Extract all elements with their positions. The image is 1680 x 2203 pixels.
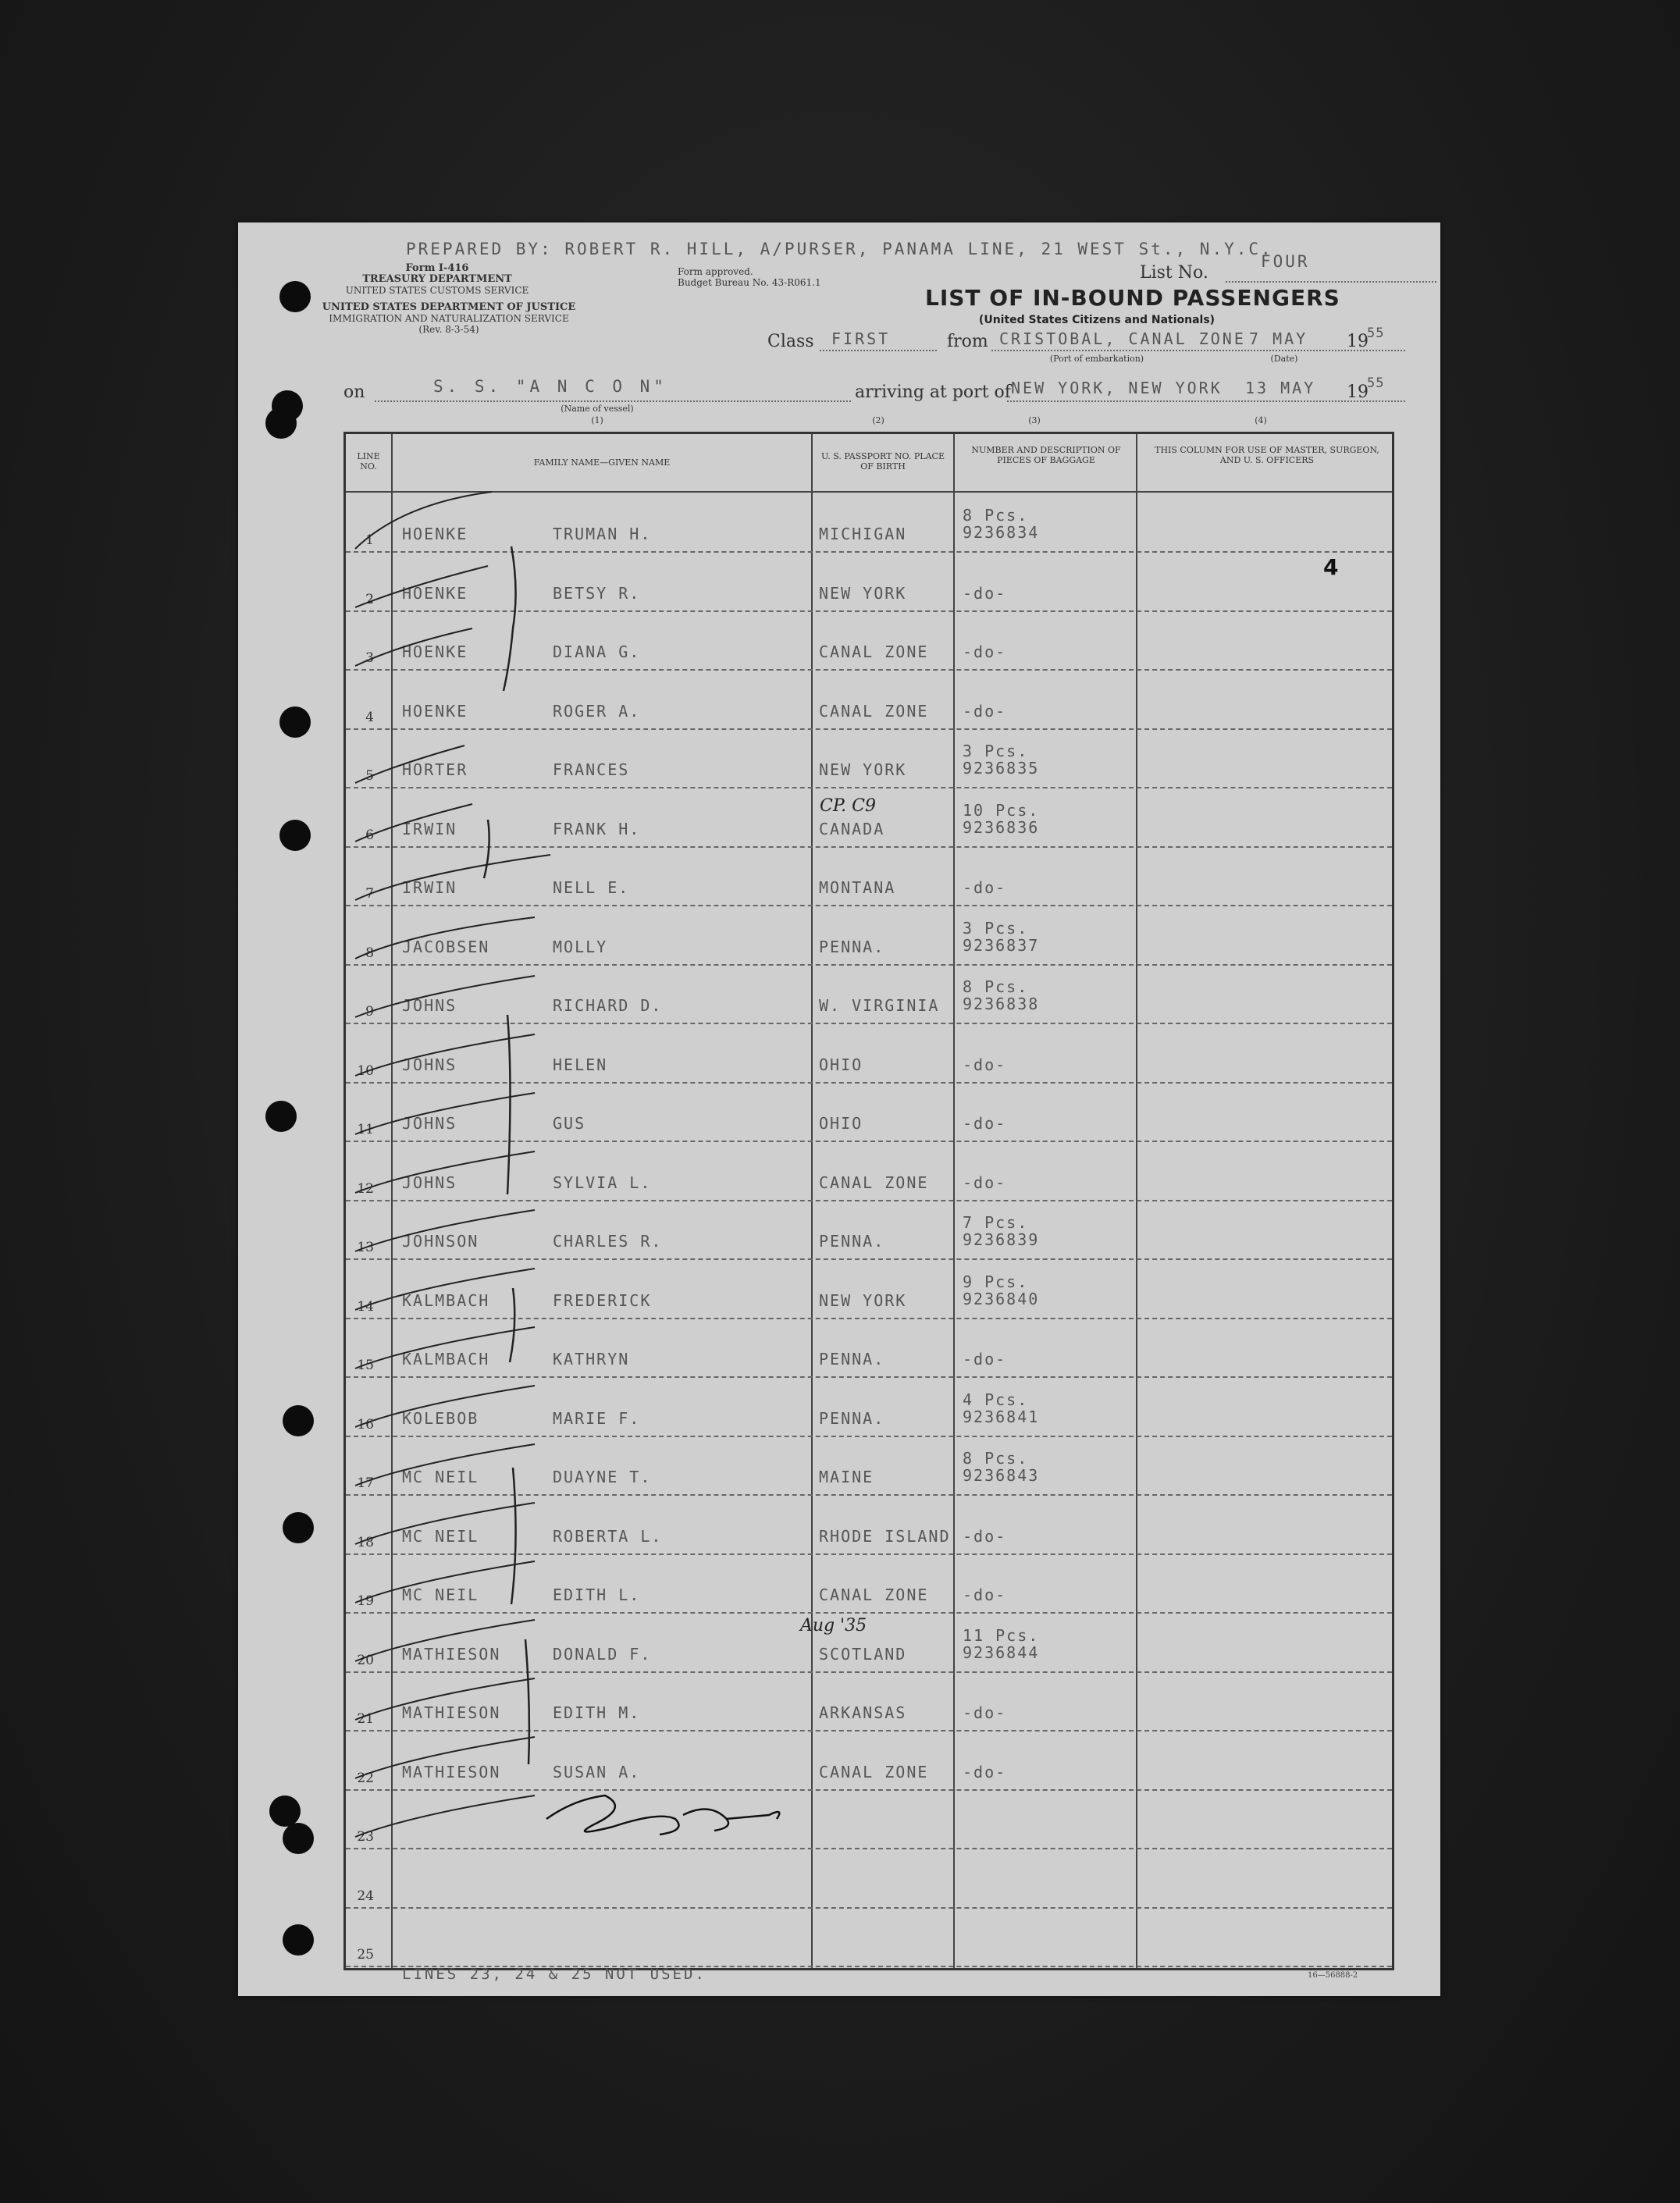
baggage-number: 9236839 bbox=[963, 1230, 1040, 1249]
header-line-no: LINE NO. bbox=[357, 451, 380, 472]
treasury-department: TREASURY DEPARTMENT bbox=[362, 273, 512, 285]
line-number: 14 bbox=[357, 1298, 374, 1315]
check-mark bbox=[355, 1093, 535, 1134]
place-of-birth: W. VIRGINIA bbox=[819, 996, 940, 1015]
arriving-label: arriving at port of bbox=[855, 383, 1011, 402]
place-of-birth: ARKANSAS bbox=[819, 1703, 907, 1722]
line-number: 25 bbox=[357, 1947, 374, 1963]
family-name: HOENKE bbox=[402, 525, 468, 543]
baggage-number: -do- bbox=[963, 583, 1007, 603]
check-mark bbox=[355, 566, 488, 607]
print-code: 16—56888-2 bbox=[1308, 1971, 1358, 1980]
line-number: 13 bbox=[357, 1240, 374, 1255]
baggage-pieces: 8 Pcs. bbox=[963, 1449, 1029, 1468]
given-name: MOLLY bbox=[553, 937, 608, 956]
given-name: KATHRYN bbox=[553, 1350, 630, 1368]
check-mark bbox=[355, 1269, 535, 1310]
family-name: JACOBSEN bbox=[402, 937, 490, 956]
prepared-by: PREPARED BY: ROBERT R. HILL, A/PURSER, PANAMA LINE, 21 WEST St., N.Y.C. bbox=[406, 240, 1273, 258]
check-mark bbox=[355, 1678, 535, 1720]
from-year-prefix: 19 bbox=[1347, 332, 1369, 351]
given-name: EDITH M. bbox=[553, 1703, 641, 1722]
given-name: ROBERTA L. bbox=[553, 1526, 663, 1546]
page-subtitle: (United States Citizens and Nationals) bbox=[978, 314, 1216, 326]
line-number: 19 bbox=[357, 1593, 374, 1609]
binder-hole bbox=[269, 1795, 301, 1827]
place-of-birth: CANAL ZONE bbox=[819, 1173, 929, 1192]
from-port: CRISTOBAL, CANAL ZONE bbox=[999, 329, 1246, 348]
check-mark bbox=[355, 1386, 535, 1427]
line-number: 16 bbox=[357, 1416, 374, 1432]
given-name: HELEN bbox=[553, 1055, 608, 1074]
baggage-number: -do- bbox=[963, 878, 1007, 897]
footer-unused-lines: LINES 23, 24 & 25 NOT USED. bbox=[402, 1966, 707, 1983]
line-number: 6 bbox=[365, 827, 374, 843]
given-name: GUS bbox=[553, 1114, 586, 1133]
baggage-pieces: 8 Pcs. bbox=[963, 506, 1029, 525]
baggage-pieces: 3 Pcs. bbox=[963, 742, 1029, 760]
family-name: HOENKE bbox=[402, 701, 468, 721]
check-mark bbox=[355, 628, 472, 666]
arrival-year-prefix: 19 bbox=[1347, 383, 1369, 402]
given-name: TRUMAN H. bbox=[553, 525, 652, 543]
place-of-birth: CANAL ZONE bbox=[819, 1586, 929, 1604]
line-number: 18 bbox=[357, 1534, 374, 1550]
line-number: 7 bbox=[365, 886, 374, 902]
place-of-birth: NEW YORK bbox=[819, 583, 907, 603]
bracket-irwin bbox=[484, 820, 489, 878]
date-caption: (Date) bbox=[1270, 354, 1298, 364]
header-name: FAMILY NAME—GIVEN NAME bbox=[533, 457, 671, 468]
given-name: BETSY R. bbox=[553, 583, 641, 603]
given-name: RICHARD D. bbox=[553, 996, 663, 1015]
line-number: 9 bbox=[365, 1004, 374, 1020]
family-name: KOLEBOB bbox=[402, 1408, 479, 1428]
check-mark bbox=[355, 1503, 535, 1544]
bracket-mcneil bbox=[511, 1468, 516, 1604]
check-mark bbox=[355, 855, 550, 900]
given-name: DIANA G. bbox=[553, 642, 641, 661]
ins: IMMIGRATION AND NATURALIZATION SERVICE bbox=[329, 313, 569, 324]
baggage-pieces: 8 Pcs. bbox=[963, 977, 1029, 996]
signature bbox=[546, 1795, 779, 1835]
baggage-number: -do- bbox=[963, 1114, 1007, 1133]
binder-hole bbox=[279, 281, 311, 312]
given-name: CHARLES R. bbox=[553, 1232, 663, 1251]
check-mark bbox=[355, 1620, 535, 1661]
from-date: 7 MAY bbox=[1249, 329, 1308, 348]
place-of-birth: PENNA. bbox=[819, 1408, 885, 1428]
port-caption: (Port of embarkation) bbox=[1049, 354, 1144, 364]
family-name: MATHIESON bbox=[402, 1644, 501, 1664]
given-name: NELL E. bbox=[553, 878, 630, 897]
baggage-number: 9236838 bbox=[963, 995, 1040, 1013]
baggage-number: -do- bbox=[963, 1586, 1007, 1604]
caption-3: (3) bbox=[1028, 415, 1041, 425]
line-number: 24 bbox=[357, 1888, 374, 1904]
place-of-birth: PENNA. bbox=[819, 937, 885, 956]
line-number: 1 bbox=[365, 532, 374, 548]
header-officers: THIS COLUMN FOR USE OF MASTER, SURGEON, AND U. S. OFFICERS bbox=[1155, 445, 1379, 465]
baggage-number: 9236840 bbox=[963, 1289, 1040, 1308]
officer-mark: 4 bbox=[1323, 554, 1339, 580]
family-name: KALMBACH bbox=[402, 1350, 490, 1368]
given-name: DUAYNE T. bbox=[553, 1468, 652, 1486]
handwritten-note-row6: CP. C9 bbox=[820, 796, 876, 816]
check-mark bbox=[355, 1795, 535, 1837]
line-number: 12 bbox=[357, 1180, 374, 1197]
given-name: SYLVIA L. bbox=[553, 1173, 652, 1192]
handwritten-note-row20: Aug '35 bbox=[800, 1616, 867, 1635]
arrival-year: 55 bbox=[1367, 375, 1385, 391]
customs-service: UNITED STATES CUSTOMS SERVICE bbox=[345, 285, 529, 296]
binder-hole bbox=[265, 1101, 297, 1132]
list-no-label: List No. bbox=[1140, 263, 1208, 283]
line-number: 17 bbox=[357, 1475, 374, 1491]
family-name: MC NEIL bbox=[402, 1586, 479, 1604]
baggage-number: -do- bbox=[963, 1055, 1007, 1074]
bracket-hoenke bbox=[504, 546, 516, 691]
baggage-number: -do- bbox=[963, 1173, 1007, 1192]
manifest-page bbox=[238, 222, 1440, 1996]
baggage-number: -do- bbox=[963, 1762, 1007, 1781]
given-name: FRANCES bbox=[553, 760, 630, 779]
check-mark bbox=[355, 1444, 535, 1486]
caption-4: (4) bbox=[1255, 415, 1267, 425]
baggage-number: 9236844 bbox=[963, 1642, 1040, 1662]
list-no-value: FOUR bbox=[1261, 252, 1310, 271]
check-mark bbox=[355, 746, 464, 783]
line-number: 4 bbox=[365, 709, 374, 725]
arrival-date: 13 MAY bbox=[1245, 379, 1316, 397]
baggage-number: 9236837 bbox=[963, 935, 1040, 955]
given-name: ROGER A. bbox=[553, 701, 641, 721]
place-of-birth: OHIO bbox=[819, 1055, 863, 1074]
line-number: 3 bbox=[365, 650, 374, 666]
from-label: from bbox=[947, 332, 988, 351]
binder-hole bbox=[283, 1512, 314, 1543]
check-mark bbox=[355, 1210, 535, 1251]
check-mark bbox=[355, 976, 535, 1017]
line-number: 20 bbox=[357, 1652, 374, 1668]
baggage-number: -do- bbox=[963, 642, 1007, 661]
baggage-number: 9236841 bbox=[963, 1407, 1040, 1426]
binder-hole bbox=[283, 1924, 314, 1956]
arrival-port: NEW YORK, NEW YORK bbox=[1011, 379, 1223, 397]
caption-1: (1) bbox=[591, 415, 603, 425]
doj: UNITED STATES DEPARTMENT OF JUSTICE bbox=[322, 301, 576, 313]
place-of-birth: CANAL ZONE bbox=[819, 701, 929, 721]
baggage-number: 9236835 bbox=[963, 759, 1040, 778]
family-name: JOHNS bbox=[402, 996, 457, 1015]
from-year: 55 bbox=[1367, 326, 1385, 341]
family-name: MC NEIL bbox=[402, 1468, 479, 1486]
family-name: MATHIESON bbox=[402, 1762, 501, 1781]
check-mark bbox=[355, 804, 472, 842]
caption-2: (2) bbox=[872, 415, 884, 425]
check-mark bbox=[355, 1034, 535, 1076]
baggage-pieces: 3 Pcs. bbox=[963, 918, 1029, 938]
baggage-pieces: 4 Pcs. bbox=[963, 1390, 1029, 1409]
line-number: 2 bbox=[365, 591, 374, 607]
family-name: IRWIN bbox=[402, 819, 457, 838]
place-of-birth: NEW YORK bbox=[819, 1290, 907, 1310]
form-approved: Form approved. bbox=[678, 266, 753, 277]
family-name: JOHNSON bbox=[402, 1232, 479, 1251]
line-number: 21 bbox=[357, 1711, 374, 1727]
family-name: JOHNS bbox=[402, 1114, 457, 1133]
class-label: Class bbox=[767, 332, 814, 351]
binder-hole bbox=[279, 820, 311, 851]
place-of-birth: SCOTLAND bbox=[819, 1644, 907, 1664]
place-of-birth: RHODE ISLAND bbox=[819, 1526, 951, 1546]
check-mark bbox=[355, 917, 535, 959]
place-of-birth: CANADA bbox=[819, 819, 885, 838]
header-baggage: NUMBER AND DESCRIPTION OF PIECES OF BAGGAGE bbox=[971, 445, 1121, 465]
line-number: 5 bbox=[365, 768, 374, 784]
family-name: HORTER bbox=[402, 760, 468, 779]
place-of-birth: MAINE bbox=[819, 1468, 874, 1486]
place-of-birth: CANAL ZONE bbox=[819, 642, 929, 661]
place-of-birth: OHIO bbox=[819, 1114, 863, 1133]
binder-hole bbox=[283, 1405, 314, 1436]
place-of-birth: PENNA. bbox=[819, 1350, 885, 1368]
baggage-number: 9236843 bbox=[963, 1466, 1040, 1485]
check-marks bbox=[355, 492, 550, 1837]
baggage-number: 9236834 bbox=[963, 523, 1040, 542]
check-mark bbox=[355, 492, 492, 549]
budget-bureau: Budget Bureau No. 43-R061.1 bbox=[678, 277, 821, 288]
baggage-number: -do- bbox=[963, 1526, 1007, 1546]
baggage-pieces: 10 Pcs. bbox=[963, 800, 1040, 820]
check-mark bbox=[355, 1327, 535, 1368]
given-name: SUSAN A. bbox=[553, 1762, 641, 1781]
line-number: 15 bbox=[357, 1358, 374, 1373]
bracket-mathieson bbox=[525, 1639, 529, 1764]
on-label: on bbox=[343, 383, 365, 402]
binder-hole bbox=[265, 408, 297, 439]
bracket-kalmbach bbox=[510, 1288, 514, 1362]
given-name: DONALD F. bbox=[553, 1644, 652, 1664]
vessel-caption: (Name of vessel) bbox=[561, 404, 634, 414]
bracket-johns bbox=[507, 1015, 511, 1194]
line-number: 10 bbox=[357, 1062, 374, 1079]
revision: (Rev. 8-3-54) bbox=[418, 324, 479, 335]
given-name: MARIE F. bbox=[553, 1408, 641, 1428]
pen-marks bbox=[238, 222, 1440, 1996]
check-mark bbox=[355, 1561, 535, 1603]
baggage-pieces: 7 Pcs. bbox=[963, 1213, 1029, 1232]
family-name: IRWIN bbox=[402, 878, 457, 897]
place-of-birth: NEW YORK bbox=[819, 760, 907, 779]
family-name: JOHNS bbox=[402, 1055, 457, 1074]
vessel-name: S. S. "A N C O N" bbox=[433, 377, 667, 396]
binder-hole bbox=[283, 1823, 314, 1854]
family-name: KALMBACH bbox=[402, 1290, 490, 1310]
family-name: HOENKE bbox=[402, 642, 468, 661]
place-of-birth: MICHIGAN bbox=[819, 525, 907, 543]
line-number: 22 bbox=[357, 1770, 374, 1786]
given-name: FRANK H. bbox=[553, 819, 641, 838]
family-name: MC NEIL bbox=[402, 1526, 479, 1546]
form-number: Form I-416 bbox=[405, 262, 469, 274]
place-of-birth: PENNA. bbox=[819, 1232, 885, 1251]
page-title: LIST OF IN-BOUND PASSENGERS bbox=[925, 285, 1340, 311]
family-name: HOENKE bbox=[402, 583, 468, 603]
given-name: FREDERICK bbox=[553, 1290, 652, 1310]
header-passport: U. S. PASSPORT NO. PLACE OF BIRTH bbox=[820, 451, 945, 472]
family-name: MATHIESON bbox=[402, 1703, 501, 1722]
check-mark bbox=[355, 1737, 535, 1778]
baggage-pieces: 11 Pcs. bbox=[963, 1625, 1040, 1645]
given-name: EDITH L. bbox=[553, 1586, 641, 1604]
baggage-number: 9236836 bbox=[963, 817, 1040, 837]
place-of-birth: MONTANA bbox=[819, 878, 896, 897]
family-name: JOHNS bbox=[402, 1173, 457, 1192]
baggage-number: -do- bbox=[963, 1703, 1007, 1722]
place-of-birth: CANAL ZONE bbox=[819, 1762, 929, 1781]
binder-hole bbox=[279, 706, 311, 738]
line-number: 23 bbox=[357, 1829, 374, 1845]
line-number: 8 bbox=[365, 945, 374, 961]
line-number: 11 bbox=[357, 1122, 374, 1137]
baggage-number: -do- bbox=[963, 701, 1007, 721]
baggage-number: -do- bbox=[963, 1350, 1007, 1368]
class-value: FIRST bbox=[831, 329, 891, 348]
baggage-pieces: 9 Pcs. bbox=[963, 1272, 1029, 1291]
